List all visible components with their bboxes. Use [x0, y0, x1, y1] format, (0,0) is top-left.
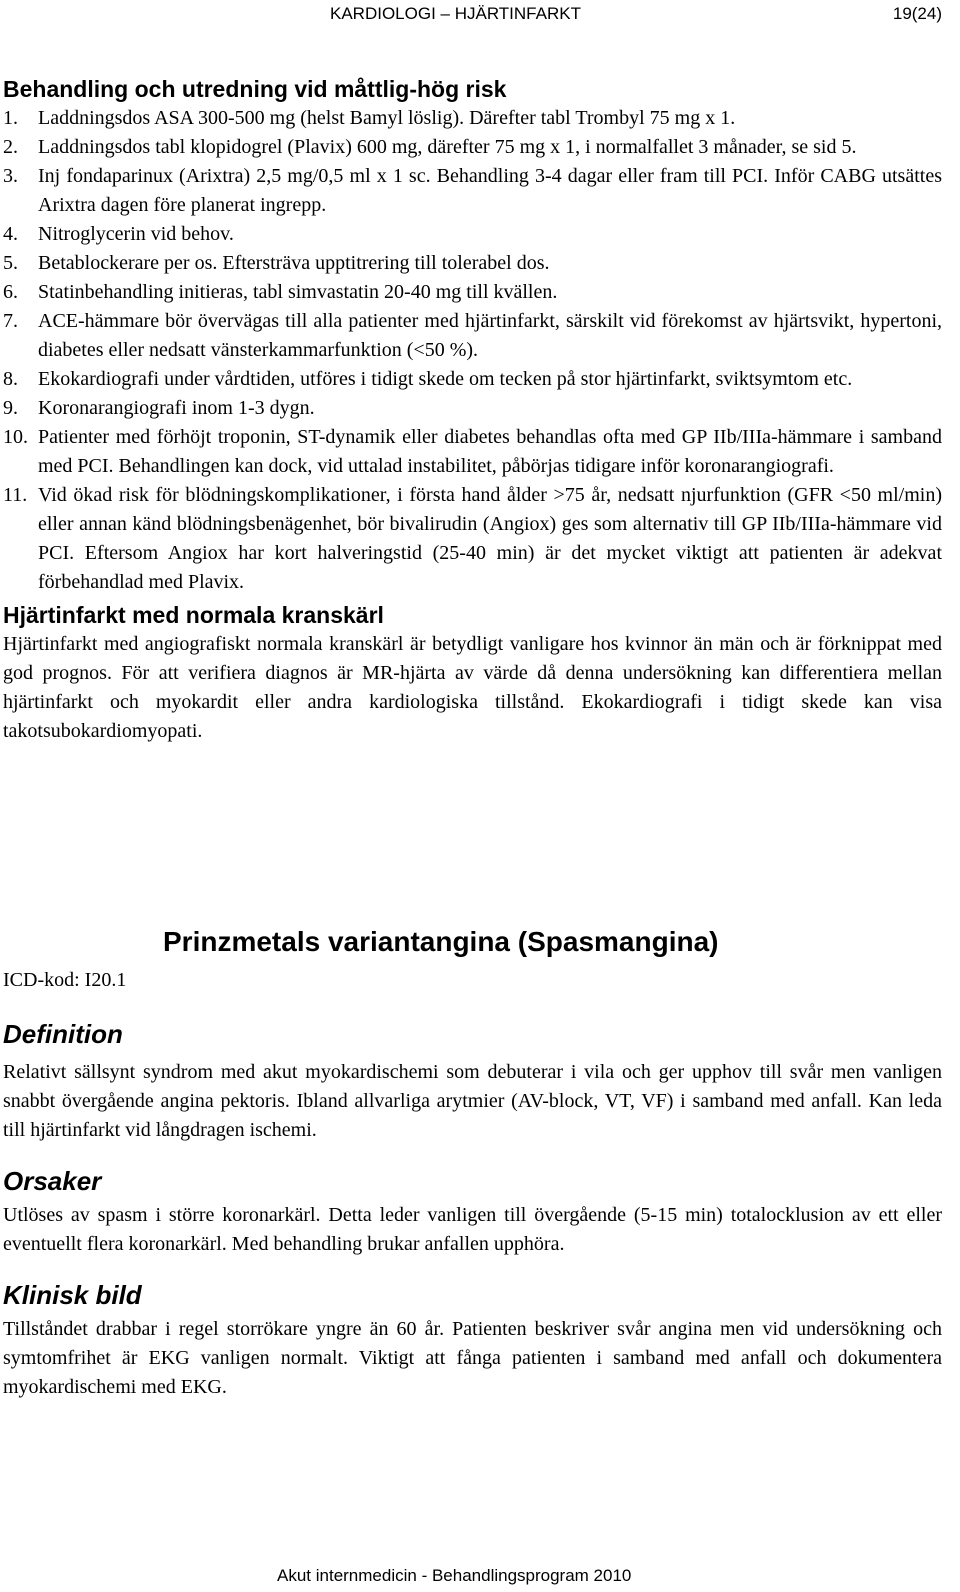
item-number: 1.	[3, 107, 18, 129]
item-number: 11.	[3, 484, 28, 506]
item-number: 8.	[3, 368, 18, 390]
section-heading-normal-vessels: Hjärtinfarkt med normala kranskärl	[3, 602, 384, 628]
section-heading-treatment: Behandling och utredning vid måttlig-hög risk	[3, 76, 507, 102]
list-item	[3, 278, 942, 307]
clinical-picture-paragraph: Tillståndet drabbar i regel storrökare yngre än 60 år. Patienten beskriver svår angina men vid undersökning och symtomfrihet är EKG vanligen normalt. Viktigt att fånga patienten i samband med anfall och dokumentera myokardischemi med EKG.	[3, 1318, 942, 1398]
list-item	[3, 423, 942, 481]
item-number: 9.	[3, 397, 18, 419]
item-text: Vid ökad risk för blödningskomplikationer, i första hand ålder >75 år, nedsatt njurfunktion (GFR <50 ml/min) eller annan känd blödningsbenägenhet, bör bivalirudin (Angiox) ges som alternativ till GP IIb/IIIa-hämmare vid PCI. Eftersom Angiox har kort halveringstid (25-40 min) är det mycket viktigt att patienten är adekvat förbehandlad med Plavix.	[38, 484, 942, 593]
item-text: Betablockerare per os. Eftersträva upptitrering till tolerabel dos.	[38, 252, 550, 274]
causes-heading: Orsaker	[3, 1166, 102, 1196]
list-item	[3, 307, 942, 365]
section-paragraph: Hjärtinfarkt med angiografiskt normala kranskärl är betydligt vanligare hos kvinnor än män och är förknippat med god prognos. För att verifiera diagnos är MR-hjärta av värde då denna undersökning kan differentiera mellan hjärtinfarkt och myokardit eller andra kardiologiska tillstånd. Ekokardiografi i tidigt skede kan visa takotsubokardiomyopati.	[3, 633, 942, 742]
treatment-list	[3, 104, 942, 597]
causes-paragraph: Utlöses av spasm i större koronarkärl. Detta leder vanligen till övergående (5-15 min) totalocklusion av ett eller eventuellt flera koronarkärl. Med behandling brukar anfallen upphöra.	[3, 1204, 942, 1255]
running-header	[0, 4, 942, 26]
icd-code: ICD-kod: I20.1	[3, 969, 127, 991]
main-content	[3, 75, 942, 746]
item-number: 4.	[3, 223, 18, 245]
definition-paragraph: Relativt sällsynt syndrom med akut myokardischemi som debuterar i vila och ger upphov till svår men vanligen snabbt övergående angina pektoris. Ibland allvarliga arytmier (AV-block, VT, VF) i samband med anfall. Kan leda till hjärtinfarkt vid långdragen ischemi.	[3, 1061, 942, 1141]
item-text: ACE-hämmare bör övervägas till alla patienter med hjärtinfarkt, särskilt vid förekomst av hjärtsvikt, hypertoni, diabetes eller nedsatt vänsterkammarfunktion (<50 %).	[38, 310, 942, 361]
definition-heading: Definition	[3, 1019, 123, 1049]
list-item	[3, 394, 942, 423]
item-text: Nitroglycerin vid behov.	[38, 223, 234, 245]
item-number: 2.	[3, 136, 18, 158]
header-title: KARDIOLOGI – HJÄRTINFARKT	[330, 4, 581, 23]
item-text: Inj fondaparinux (Arixtra) 2,5 mg/0,5 ml x 1 sc. Behandling 3-4 dagar eller fram till PCI. Inför CABG utsättes Arixtra dagen före planerat ingrepp.	[38, 165, 942, 216]
clinical-picture-heading: Klinisk bild	[3, 1280, 142, 1310]
chapter-content	[3, 1018, 942, 1402]
item-number: 10.	[3, 426, 28, 448]
list-item	[3, 162, 942, 220]
list-item	[3, 104, 942, 133]
item-text: Laddningsdos tabl klopidogrel (Plavix) 600 mg, därefter 75 mg x 1, i normalfallet 3 månader, se sid 5.	[38, 136, 857, 158]
item-number: 5.	[3, 252, 18, 274]
item-number: 7.	[3, 310, 18, 332]
item-text: Patienter med förhöjt troponin, ST-dynamik eller diabetes behandlas ofta med GP IIb/IIIa-hämmare i samband med PCI. Behandlingen kan dock, vid uttalad instabilitet, påbörjas tidigare inför koronarangiografi.	[38, 426, 942, 477]
running-footer: Akut internmedicin - Behandlingsprogram 2010	[277, 1566, 632, 1585]
item-number: 3.	[3, 165, 18, 187]
item-text: Koronarangiografi inom 1-3 dygn.	[38, 397, 315, 419]
list-item	[3, 133, 942, 162]
item-number: 6.	[3, 281, 18, 303]
chapter-title: Prinzmetals variantangina (Spasmangina)	[163, 926, 719, 957]
page-number: 19(24)	[892, 4, 942, 23]
item-text: Ekokardiografi under vårdtiden, utföres i tidigt skede om tecken på stor hjärtinfarkt, sviktsymtom etc.	[38, 368, 853, 390]
item-text: Statinbehandling initieras, tabl simvastatin 20-40 mg till kvällen.	[38, 281, 558, 303]
list-item	[3, 481, 942, 597]
list-item	[3, 220, 942, 249]
item-text: Laddningsdos ASA 300-500 mg (helst Bamyl löslig). Därefter tabl Trombyl 75 mg x 1.	[38, 107, 736, 129]
list-item	[3, 249, 942, 278]
list-item	[3, 365, 942, 394]
